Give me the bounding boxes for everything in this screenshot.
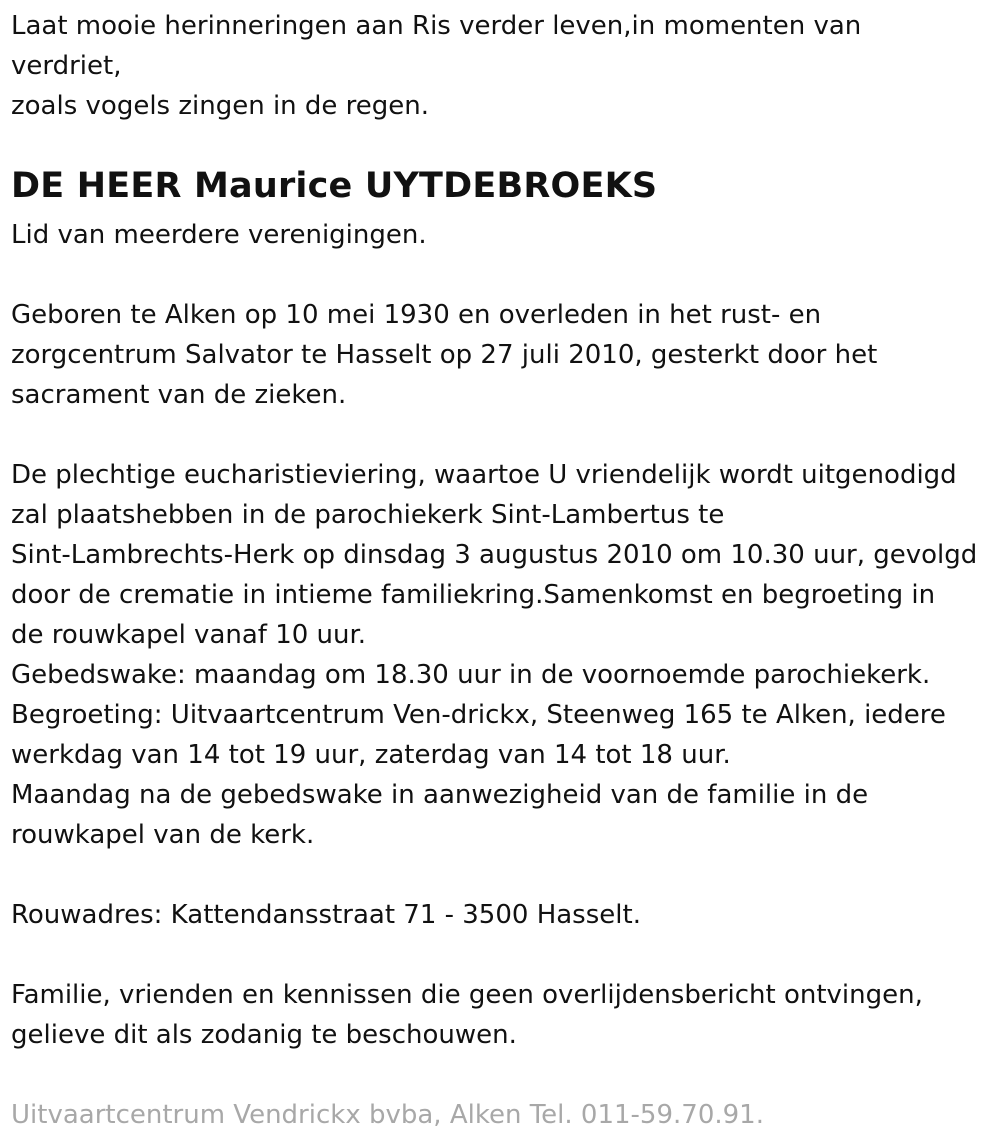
membership-line: Lid van meerdere verenigingen. [11,220,427,250]
birth-death-paragraph [11,295,877,415]
intro-line: zoals vogels zingen in de regen. [11,91,430,121]
intro-line: verdriet, [11,51,122,81]
birth-line: zorgcentrum Salvator te Hasselt op 27 juli 2010, gesterkt door het [11,340,878,370]
intro-poem [11,6,861,126]
service-line: door de crematie in intieme familiekring.Samenkomst en begroeting in [11,580,936,610]
family-line: gelieve dit als zodanig te beschouwen. [11,1020,517,1050]
footer-line: Uitvaartcentrum Vendrickx bvba, Alken Tel. 011-59.70.91. [11,1100,764,1130]
mourning-address [11,895,641,935]
family-notice-paragraph [11,975,923,1055]
service-line: Begroeting: Uitvaartcentrum Ven-drickx, Steenweg 165 te Alken, iedere [11,700,946,730]
service-line: zal plaatshebben in de parochiekerk Sint-Lambertus te [11,500,725,530]
service-line: Gebedswake: maandag om 18.30 uur in de voornoemde parochiekerk. [11,660,931,690]
service-details-paragraph [11,455,977,855]
birth-line: sacrament van de zieken. [11,380,347,410]
service-line: rouwkapel van de kerk. [11,820,315,850]
service-line: de rouwkapel vanaf 10 uur. [11,620,367,650]
service-line: Maandag na de gebedswake in aanwezigheid van de familie in de [11,780,869,810]
intro-line: Laat mooie herinneringen aan Ris verder leven,in momenten van [11,11,862,41]
birth-line: Geboren te Alken op 10 mei 1930 en overleden in het rust- en [11,300,822,330]
service-line: werkdag van 14 tot 19 uur, zaterdag van 14 tot 18 uur. [11,740,731,770]
service-line: De plechtige eucharistieviering, waartoe U vriendelijk wordt uitgenodigd [11,460,957,490]
funeral-home-footer [11,1095,764,1135]
deceased-name-heading: DE HEER Maurice UYTDEBROEKS [11,166,658,206]
family-line: Familie, vrienden en kennissen die geen overlijdensbericht ontvingen, [11,980,923,1010]
service-line: Sint-Lambrechts-Herk op dinsdag 3 augustus 2010 om 10.30 uur, gevolgd [11,540,978,570]
address-line: Rouwadres: Kattendansstraat 71 - 3500 Hasselt. [11,900,641,930]
membership-note [11,215,427,255]
